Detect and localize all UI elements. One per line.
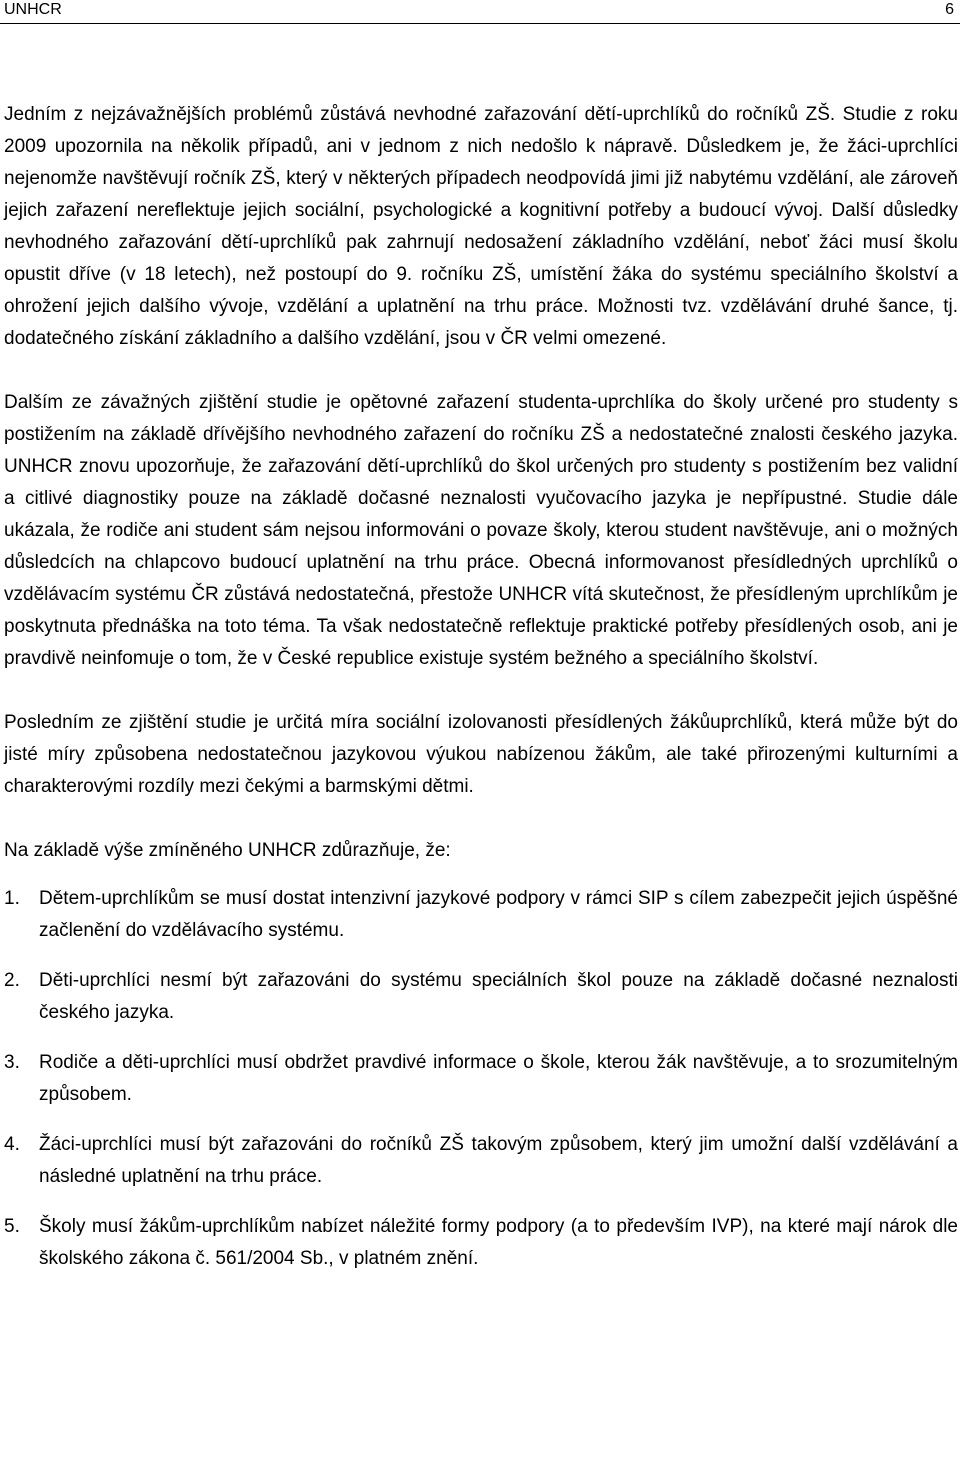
list-item-text: Děti-uprchlíci nesmí být zařazováni do systému speciálních škol pouze na základě dočasné neznalosti českého jazyka.	[39, 970, 958, 1023]
paragraph-special-schools: Dalším ze závažných zjištění studie je opětovné zařazení studenta-uprchlíka do školy určené pro studenty s postižením na základě dřívějšího nevhodného zařazení do ročníku ZŠ a nedostatečné znalosti českého jazyka. UNHCR znovu upozorňuje, že zařazování dětí-uprchlíků do škol určených pro studenty s postižením bez validní a citlivé diagnostiky pouze na základě dočasné neznalosti vyučovacího jazyka je nepřípustné. Studie dále ukázala, že rodiče ani student sám nejsou informováni o povaze školy, kterou student navštěvuje, ani o možných důsledcích na chlapcovo budoucí uplatnění na trhu práce. Obecná informovanost přesídledných uprchlíků o vzdělávacím systému ČR zůstává nedostatečná, přestože UNHCR vítá skutečnost, že přesídleným uprchlíkům je poskytnuta přednáška na toto téma. Ta však nedostatečně reflektuje praktické potřeby přesídlených osob, ani je pravdivě neinfomuje o tom, že v České republice existuje systém bežného a speciálního školství.	[4, 392, 958, 669]
list-item-number: 5.	[4, 1216, 20, 1237]
paragraph-placement-problems: Jedním z nejzávažnějších problémů zůstává nevhodné zařazování dětí-uprchlíků do ročníků ZŠ. Studie z roku 2009 upozornila na několik případů, ani v jednom z nich nedošlo k nápravě. Důsledkem je, že žáci-uprchlíci nejenomže navštěvují ročník ZŠ, který v některých případech neodpovídá jimi již nabytému vzdělání, ale zároveň jejich zařazení nereflektuje jejich sociální, psychologické a kognitivní potřeby a budoucí vývoj. Další důsledky nevhodného zařazování dětí-uprchlíků pak zahrnují nedosažení základního vzdělání, neboť žáci musí školu opustit dříve (v 18 letech), než postoupí do 9. ročníku ZŠ, umístění žáka do systému speciálního školství a ohrožení jejich dalšího vývoje, vzdělání a uplatnění na trhu práce. Možnosti tvz. vzdělávání druhé šance, tj. dodatečného získání základního a dalšího vzdělání, jsou v ČR velmi omezené.	[4, 104, 958, 349]
list-item-number: 2.	[4, 970, 20, 991]
list-item-text: Dětem-uprchlíkům se musí dostat intenzivní jazykové podpory v rámci SIP s cílem zabezpečit jejich úspěšné začlenění do vzdělávacího systému.	[39, 888, 958, 941]
list-item	[4, 1047, 958, 1111]
list-item	[4, 1129, 958, 1193]
header-organization: UNHCR	[4, 1, 62, 18]
list-item	[4, 883, 958, 947]
document-body	[4, 99, 958, 1275]
page-header	[0, 0, 960, 24]
list-item-number: 4.	[4, 1134, 20, 1155]
list-item-text: Žáci-uprchlíci musí být zařazováni do ročníků ZŠ takovým způsobem, který jim umožní další vzdělávání a následné uplatnění na trhu práce.	[39, 1134, 958, 1187]
paragraph-social-isolation: Posledním ze zjištění studie je určitá míra sociální izolovanosti přesídlených žákůuprchlíků, která může být do jisté míry způsobena nedostatečnou jazykovou výukou nabízenou žákům, ale také přirozenými kulturními a charakterovými rozdíly mezi čekými a barmskými dětmi.	[4, 712, 958, 797]
list-item-number: 3.	[4, 1052, 20, 1073]
list-item-text: Školy musí žákům-uprchlíkům nabízet náležité formy podpory (a to především IVP), na které mají nárok dle školského zákona č. 561/2004 Sb., v platném znění.	[39, 1216, 958, 1269]
list-item	[4, 965, 958, 1029]
page-number: 6	[945, 1, 954, 18]
list-item-text: Rodiče a děti-uprchlíci musí obdržet pravdivé informace o škole, kterou žák navštěvuje, a to srozumitelným způsobem.	[39, 1052, 958, 1105]
list-item-number: 1.	[4, 888, 20, 909]
recommendations-list	[4, 883, 958, 1275]
list-item	[4, 1211, 958, 1275]
recommendations-intro: Na základě výše zmíněného UNHCR zdůrazňuje, že:	[4, 840, 451, 861]
